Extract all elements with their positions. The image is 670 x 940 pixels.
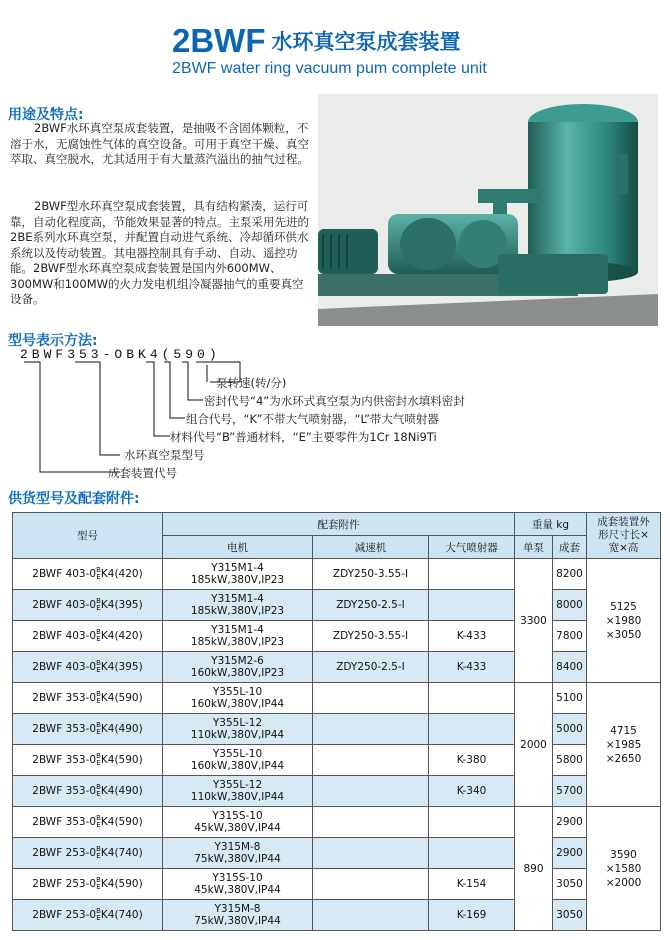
legend-seal: 密封代号“4”为水环式真空泵为内供密封水填料密封 bbox=[204, 394, 465, 408]
header-single-pump: 单泵 bbox=[515, 536, 553, 559]
title-english: 2BWF water ring vacuum pum complete unit bbox=[172, 60, 487, 77]
material-b: B bbox=[96, 814, 101, 822]
motor-type: Y315S-10 bbox=[212, 810, 263, 822]
table-row bbox=[13, 869, 661, 900]
cell-motor bbox=[163, 745, 313, 776]
cell-ejector bbox=[429, 838, 515, 869]
supply-heading: 供货型号及配套附件: bbox=[8, 491, 140, 507]
cell-single-pump-weight bbox=[515, 683, 553, 807]
cell-ejector bbox=[429, 714, 515, 745]
model-prefix: 2BWF 353-0 bbox=[32, 754, 97, 766]
material-b: B bbox=[96, 721, 101, 729]
cell-model bbox=[13, 590, 163, 621]
model-text bbox=[32, 878, 142, 890]
dimension-line: ×2000 bbox=[605, 876, 642, 889]
header-accessories: 配套附件 bbox=[163, 513, 515, 536]
material-b: B bbox=[96, 783, 101, 791]
cell-model bbox=[13, 652, 163, 683]
cell-dimensions bbox=[587, 683, 661, 807]
model-text bbox=[32, 847, 142, 859]
table-row bbox=[13, 776, 661, 807]
set-weight: 5100 bbox=[556, 692, 583, 704]
page-title bbox=[172, 22, 461, 60]
model-prefix: 2BWF 353-0 bbox=[32, 785, 97, 797]
material-e: E bbox=[96, 573, 101, 581]
cell-motor bbox=[163, 683, 313, 714]
material-e: E bbox=[96, 852, 101, 860]
material-e: E bbox=[96, 821, 101, 829]
material-e: E bbox=[96, 728, 101, 736]
model-text bbox=[32, 599, 142, 611]
cell-motor bbox=[163, 869, 313, 900]
ejector-text: K-433 bbox=[456, 661, 487, 673]
set-weight: 2900 bbox=[556, 847, 583, 859]
model-suffix: K4(590) bbox=[100, 816, 143, 828]
cell-motor bbox=[163, 621, 313, 652]
single-pump-weight: 890 bbox=[523, 862, 544, 875]
material-e: E bbox=[96, 759, 101, 767]
header-dimensions bbox=[587, 513, 661, 559]
dimension-line: 4715 bbox=[610, 724, 637, 737]
cell-model bbox=[13, 776, 163, 807]
cell-model bbox=[13, 869, 163, 900]
cell-model bbox=[13, 621, 163, 652]
title-code: 2BWF bbox=[172, 22, 266, 59]
cell-reducer bbox=[313, 714, 429, 745]
cell-motor bbox=[163, 776, 313, 807]
model-prefix: 2BWF 253-0 bbox=[32, 878, 97, 890]
table-row bbox=[13, 838, 661, 869]
model-text bbox=[32, 816, 142, 828]
cell-set-weight bbox=[553, 776, 587, 807]
cell-set-weight bbox=[553, 559, 587, 590]
motor-type: Y315M-8 bbox=[214, 903, 261, 915]
single-pump-weight: 2000 bbox=[520, 738, 547, 751]
model-text bbox=[32, 568, 142, 580]
cell-model bbox=[13, 900, 163, 931]
material-b: B bbox=[96, 845, 101, 853]
model-text bbox=[32, 909, 142, 921]
cell-ejector bbox=[429, 776, 515, 807]
cell-set-weight bbox=[553, 745, 587, 776]
model-prefix: 2BWF 353-0 bbox=[32, 692, 97, 704]
cell-reducer bbox=[313, 590, 429, 621]
model-suffix: K4(490) bbox=[100, 785, 143, 797]
cell-ejector bbox=[429, 652, 515, 683]
material-b: B bbox=[96, 597, 101, 605]
cell-set-weight bbox=[553, 590, 587, 621]
header-ejector: 大气喷射器 bbox=[429, 536, 515, 559]
ejector-text: K-169 bbox=[456, 909, 487, 921]
motor-spec: 75kW,380V,IP44 bbox=[194, 915, 281, 927]
model-suffix: K4(490) bbox=[100, 723, 143, 735]
cell-motor bbox=[163, 652, 313, 683]
model-text bbox=[32, 692, 142, 704]
material-b: B bbox=[96, 628, 101, 636]
material-e: E bbox=[96, 914, 101, 922]
single-pump-weight: 3300 bbox=[520, 614, 547, 627]
set-weight: 7800 bbox=[556, 630, 583, 642]
cell-ejector bbox=[429, 559, 515, 590]
model-prefix: 2BWF 353-0 bbox=[32, 816, 97, 828]
material-b: B bbox=[96, 690, 101, 698]
model-text bbox=[32, 630, 142, 642]
reducer-text: ZDY250-2.5-I bbox=[336, 661, 405, 673]
material-e: E bbox=[96, 666, 101, 674]
dimension-line: ×3050 bbox=[605, 628, 642, 641]
motor-spec: 185kW,380V,IP23 bbox=[190, 574, 285, 586]
motor-spec: 185kW,380V,IP23 bbox=[190, 605, 285, 617]
cell-set-weight bbox=[553, 869, 587, 900]
table-row bbox=[13, 652, 661, 683]
model-suffix: K4(395) bbox=[100, 599, 143, 611]
reducer-text: ZDY250-3.55-I bbox=[332, 630, 409, 642]
cell-set-weight bbox=[553, 621, 587, 652]
cell-set-weight bbox=[553, 807, 587, 838]
dimension-line: ×1580 bbox=[605, 862, 642, 875]
cell-single-pump-weight bbox=[515, 559, 553, 683]
model-suffix: K4(740) bbox=[100, 847, 143, 859]
cell-motor bbox=[163, 559, 313, 590]
set-weight: 8200 bbox=[556, 568, 583, 580]
set-weight: 8400 bbox=[556, 661, 583, 673]
cell-set-weight bbox=[553, 652, 587, 683]
motor-type: Y315M-8 bbox=[214, 841, 261, 853]
set-weight: 3050 bbox=[556, 909, 583, 921]
table-row bbox=[13, 745, 661, 776]
legend-material: 材料代号“B”普通材料，“E”主要零件为1Cr 18Ni9Ti bbox=[170, 430, 437, 444]
dimension-line: ×1980 bbox=[605, 614, 642, 627]
motor-spec: 160kW,380V,IP23 bbox=[190, 667, 285, 679]
header-weight: 重量 kg bbox=[515, 513, 587, 536]
cell-set-weight bbox=[553, 683, 587, 714]
model-prefix: 2BWF 403-0 bbox=[32, 568, 97, 580]
usage-paragraph-1: 2BWF水环真空泵成套装置，是抽吸不含固体颗粒，不溶于水，无腐蚀性气体的真空设备。可用于真空干燥、真空萃取、真空脱水，尤其适用于有大量蒸汽溢出的抽气过程。 bbox=[10, 121, 309, 166]
model-prefix: 2BWF 253-0 bbox=[32, 847, 97, 859]
motor-spec: 45kW,380V,IP44 bbox=[194, 884, 281, 896]
material-e: E bbox=[96, 790, 101, 798]
legend-pump-model: 水环真空泵型号 bbox=[124, 448, 205, 462]
cell-dimensions bbox=[587, 559, 661, 683]
legend-unit-code: 成套装置代号 bbox=[108, 466, 177, 480]
header-reducer: 减速机 bbox=[313, 536, 429, 559]
model-prefix: 2BWF 253-0 bbox=[32, 909, 97, 921]
set-weight: 5800 bbox=[556, 754, 583, 766]
cell-ejector bbox=[429, 745, 515, 776]
model-suffix: K4(420) bbox=[100, 568, 143, 580]
model-prefix: 2BWF 403-0 bbox=[32, 599, 97, 611]
cell-reducer bbox=[313, 621, 429, 652]
usage-paragraph-2: 2BWF型水环真空泵成套装置，具有结构紧凑，运行可靠，自动化程度高，节能效果显著的特点。主泵采用先进的2BE系列水环真空泵，并配置自动进气系统、冷却循环供水系统以及传动装置。其电器控制具有手动、自动、遥控功能。2BWF型水环真空泵成套装置是国内外600MW、300MW和100MW的火力发电机组冷凝器抽气的重要真空设备。 bbox=[10, 199, 309, 306]
table-row bbox=[13, 807, 661, 838]
cell-motor bbox=[163, 590, 313, 621]
cell-reducer bbox=[313, 559, 429, 590]
dimension-line: 3590 bbox=[610, 848, 637, 861]
material-e: E bbox=[96, 697, 101, 705]
cell-model bbox=[13, 745, 163, 776]
motor-type: Y355L-10 bbox=[212, 686, 263, 698]
material-b: B bbox=[96, 752, 101, 760]
material-b: B bbox=[96, 566, 101, 574]
model-code-example: 2BWF353-OBK4(590) bbox=[20, 347, 221, 362]
material-e: E bbox=[96, 883, 101, 891]
model-suffix: K4(590) bbox=[100, 878, 143, 890]
dimension-line: 5125 bbox=[610, 600, 637, 613]
model-code-heading: 型号表示方法: bbox=[8, 333, 98, 349]
header-model: 型号 bbox=[13, 513, 163, 559]
cell-reducer bbox=[313, 807, 429, 838]
cell-model bbox=[13, 683, 163, 714]
cell-ejector bbox=[429, 590, 515, 621]
ejector-text: K-154 bbox=[456, 878, 487, 890]
motor-spec: 45kW,380V,IP44 bbox=[194, 822, 281, 834]
dimension-line: ×2650 bbox=[605, 752, 642, 765]
motor-type: Y315S-10 bbox=[212, 872, 263, 884]
motor-spec: 160kW,380V,IP44 bbox=[190, 698, 285, 710]
header-motor: 电机 bbox=[163, 536, 313, 559]
motor-spec: 160kW,380V,IP44 bbox=[190, 760, 285, 772]
motor-spec: 75kW,380V,IP44 bbox=[194, 853, 281, 865]
cell-reducer bbox=[313, 900, 429, 931]
header-set: 成套 bbox=[553, 536, 587, 559]
usage-heading: 用途及特点: bbox=[8, 107, 84, 123]
cell-reducer bbox=[313, 776, 429, 807]
cell-reducer bbox=[313, 652, 429, 683]
cell-model bbox=[13, 559, 163, 590]
reducer-text: ZDY250-2.5-I bbox=[336, 599, 405, 611]
cell-model bbox=[13, 838, 163, 869]
cell-reducer bbox=[313, 745, 429, 776]
model-text bbox=[32, 785, 142, 797]
set-weight: 2900 bbox=[556, 816, 583, 828]
cell-ejector bbox=[429, 900, 515, 931]
motor-spec: 185kW,380V,IP23 bbox=[190, 636, 285, 648]
motor-type: Y315M1-4 bbox=[211, 624, 264, 636]
cell-ejector bbox=[429, 869, 515, 900]
dimension-line: ×1985 bbox=[605, 738, 642, 751]
legend-speed: 泵转速(转/分) bbox=[216, 376, 287, 390]
legend-combination: 组合代号，“K”不带大气喷射器，“L”带大气喷射器 bbox=[186, 412, 439, 426]
model-prefix: 2BWF 403-0 bbox=[32, 661, 97, 673]
table-row bbox=[13, 559, 661, 590]
material-b: B bbox=[96, 659, 101, 667]
cell-reducer bbox=[313, 838, 429, 869]
cell-reducer bbox=[313, 869, 429, 900]
model-suffix: K4(590) bbox=[100, 754, 143, 766]
material-e: E bbox=[96, 604, 101, 612]
table-row bbox=[13, 714, 661, 745]
cell-model bbox=[13, 714, 163, 745]
material-b: B bbox=[96, 907, 101, 915]
set-weight: 8000 bbox=[556, 599, 583, 611]
cell-model bbox=[13, 807, 163, 838]
motor-type: Y315M2-6 bbox=[211, 655, 264, 667]
set-weight: 3050 bbox=[556, 878, 583, 890]
cell-single-pump-weight bbox=[515, 807, 553, 931]
table-row bbox=[13, 590, 661, 621]
ejector-text: K-380 bbox=[456, 754, 487, 766]
material-b: B bbox=[96, 876, 101, 884]
motor-type: Y355L-12 bbox=[212, 779, 263, 791]
reducer-text: ZDY250-3.55-I bbox=[332, 568, 409, 580]
motor-type: Y315M1-4 bbox=[211, 562, 264, 574]
cell-motor bbox=[163, 714, 313, 745]
motor-type: Y315M1-4 bbox=[211, 593, 264, 605]
cell-motor bbox=[163, 900, 313, 931]
cell-reducer bbox=[313, 683, 429, 714]
header-dimensions-text: 成套装置外形尺寸长×宽×高 bbox=[597, 516, 650, 554]
product-photo bbox=[318, 94, 658, 326]
motor-spec: 110kW,380V,IP44 bbox=[190, 729, 285, 741]
ejector-text: K-340 bbox=[456, 785, 487, 797]
cell-motor bbox=[163, 807, 313, 838]
title-cn: 水环真空泵成套装置 bbox=[271, 30, 461, 54]
table-row bbox=[13, 900, 661, 931]
material-e: E bbox=[96, 635, 101, 643]
cell-dimensions bbox=[587, 807, 661, 931]
model-text bbox=[32, 754, 142, 766]
motor-spec: 110kW,380V,IP44 bbox=[190, 791, 285, 803]
model-prefix: 2BWF 403-0 bbox=[32, 630, 97, 642]
model-suffix: K4(420) bbox=[100, 630, 143, 642]
table-row bbox=[13, 621, 661, 652]
motor-type: Y355L-12 bbox=[212, 717, 263, 729]
model-suffix: K4(395) bbox=[100, 661, 143, 673]
model-suffix: K4(590) bbox=[100, 692, 143, 704]
ejector-text: K-433 bbox=[456, 630, 487, 642]
cell-set-weight bbox=[553, 900, 587, 931]
cell-ejector bbox=[429, 807, 515, 838]
motor-type: Y355L-10 bbox=[212, 748, 263, 760]
spec-table bbox=[12, 512, 661, 931]
set-weight: 5000 bbox=[556, 723, 583, 735]
cell-ejector bbox=[429, 621, 515, 652]
model-text bbox=[32, 661, 142, 673]
cell-set-weight bbox=[553, 714, 587, 745]
model-suffix: K4(740) bbox=[100, 909, 143, 921]
cell-ejector bbox=[429, 683, 515, 714]
cell-set-weight bbox=[553, 838, 587, 869]
set-weight: 5700 bbox=[556, 785, 583, 797]
table-row bbox=[13, 683, 661, 714]
model-text bbox=[32, 723, 142, 735]
cell-motor bbox=[163, 838, 313, 869]
model-prefix: 2BWF 353-0 bbox=[32, 723, 97, 735]
